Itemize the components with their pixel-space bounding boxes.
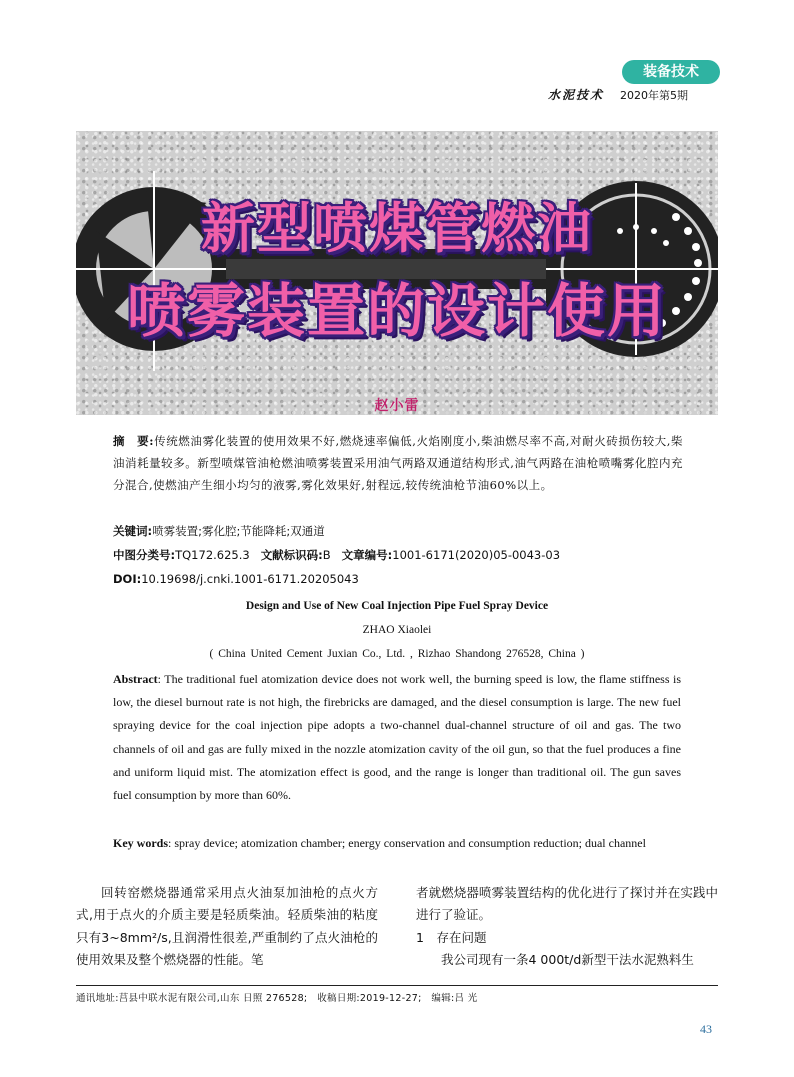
doi-line	[113, 572, 359, 586]
abstract-cn	[113, 430, 683, 496]
footnote-rule	[76, 985, 718, 986]
clc-value: TQ172.625.3	[175, 548, 250, 562]
body-paragraph: 回转窑燃烧器通常采用点火油泵加油枪的点火方式,用于点火的介质主要是轻质柴油。轻质柴油的粘度只有3~8mm²/s,且润滑性很差,严重制约了点火油枪的使用效果及整个燃烧器的性能。笔	[76, 885, 378, 968]
article-title-line1: 新型喷煤管燃油	[201, 197, 593, 260]
doc-code-label: 文献标识码:	[260, 548, 323, 562]
author-cn: 赵小雷	[374, 398, 420, 414]
english-title: Design and Use of New Coal Injection Pipe Fuel Spray Device	[245, 600, 549, 612]
keywords-cn	[113, 523, 325, 539]
abstract-cn-text: 传统燃油雾化装置的使用效果不好,燃烧速率偏低,火焰刚度小,柴油燃尽率不高,对耐火砖损伤较大,柴油消耗量较多。新型喷煤管油枪燃油喷雾装置采用油气两路双通道结构形式,油气两路在油枪喷嘴雾化腔内充分混合,使燃油产生细小均匀的液雾,雾化效果好,射程远,较传统油枪节油60%以上。	[113, 434, 683, 492]
keywords-cn-label: 关键词:	[113, 524, 153, 538]
abstract-cn-label: 摘 要:	[113, 434, 155, 448]
abstract-en-text: : The traditional fuel atomization device does not work well, the burning speed is low, the flame stiffness is low, the diesel burnout rate is not high, the firebricks are damaged, and the diesel consumption is large. The new fuel spraying device for the coal injection pipe adopts a two-channel dual-channel structure of oil and gas. The two channels of oil and gas are fully mixed in the nozzle atomization cavity of the oil gun, so that the fuel produces a fine and uniform liquid mist. The atomization effect is good, and the range is longer than traditional oil. The gun saves fuel consumption by more than 60%.	[113, 672, 681, 803]
keywords-en	[113, 832, 681, 855]
page-number: 43	[700, 1022, 712, 1036]
doi-label: DOI:	[113, 572, 142, 586]
keywords-en-text: : spray device; atomization chamber; energy conservation and consumption reduction; dual channel	[168, 836, 646, 850]
abstract-en	[113, 668, 681, 807]
keywords-en-label: Key words	[113, 836, 168, 850]
keywords-cn-text: 喷雾装置;雾化腔;节能降耗;双通道	[152, 524, 325, 538]
body-paragraph: 我公司现有一条4 000t/d新型干法水泥熟料生	[441, 952, 694, 968]
journal-name: 水泥技术	[548, 88, 605, 102]
english-affiliation: ( China United Cement Juxian Co., Ltd. , Rizhao Shandong 276528, China )	[209, 648, 585, 660]
doc-code-value: B	[322, 548, 331, 562]
body-left-column	[76, 882, 378, 972]
article-number-value: 1001-6171(2020)05-0043-03	[392, 548, 561, 562]
footnote: 通讯地址:莒县中联水泥有限公司,山东 日照 276528; 收稿日期:2019-12-27; 编辑:吕 光	[76, 993, 478, 1004]
article-title-line2: 喷雾装置的设计使用	[126, 277, 667, 345]
journal-issue: 2020年第5期	[620, 89, 688, 102]
abstract-en-label: Abstract	[113, 672, 158, 686]
article-number-label: 文章编号:	[341, 548, 393, 562]
clc-label: 中图分类号:	[113, 548, 176, 562]
classification-line	[113, 547, 560, 563]
body-right-column	[416, 882, 718, 972]
section-tag: 装备技术	[622, 60, 720, 84]
section-heading: 1 存在问题	[416, 929, 487, 945]
nozzle-illustration	[76, 131, 718, 415]
english-author: ZHAO Xiaolei	[362, 624, 432, 636]
body-paragraph: 者就燃烧器喷雾装置结构的优化进行了探讨并在实践中进行了验证。	[416, 885, 718, 923]
title-banner	[76, 131, 718, 415]
doi-value: 10.19698/j.cnki.1001-6171.20205043	[141, 572, 359, 586]
